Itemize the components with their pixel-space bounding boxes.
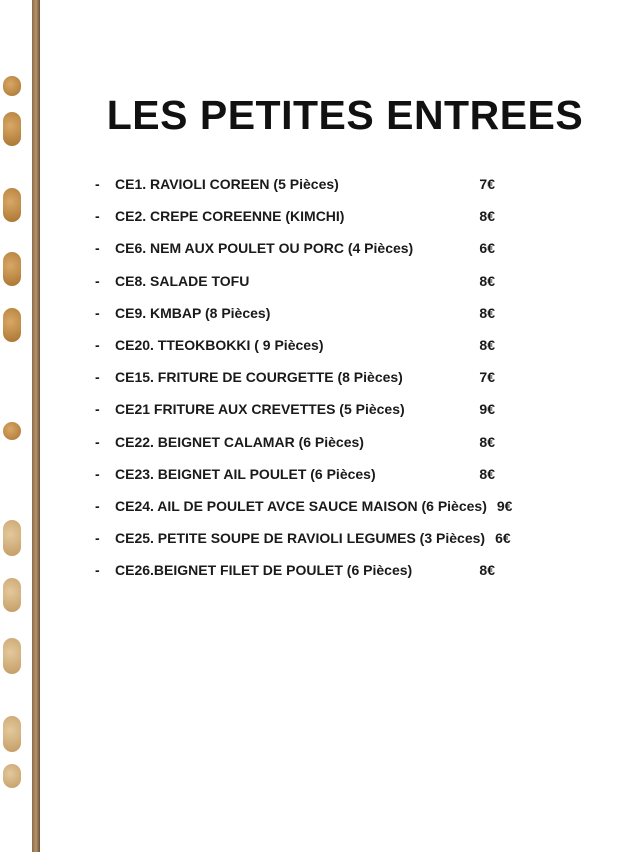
item-name: CE25. PETITE SOUPE DE RAVIOLI LEGUMES (3 Pièces)	[115, 530, 486, 547]
punch-hole	[3, 578, 21, 612]
item-name: CE24. AIL DE POULET AVCE SAUCE MAISON (6 Pièces)	[115, 498, 487, 514]
item-price: 9€	[479, 401, 495, 418]
menu-item	[95, 530, 511, 552]
bullet-dash: -	[95, 337, 100, 353]
menu-item	[95, 208, 495, 230]
item-price: 8€	[479, 465, 495, 482]
menu-item	[95, 240, 495, 262]
menu-item	[95, 305, 495, 327]
bullet-dash: -	[95, 240, 100, 257]
menu-item	[95, 273, 495, 295]
item-price: 8€	[479, 337, 495, 353]
item-price: 6€	[479, 240, 495, 257]
item-name: CE21 FRITURE AUX CREVETTES (5 Pièces)	[115, 401, 405, 418]
item-price: 8€	[479, 562, 495, 579]
punch-hole	[3, 308, 21, 342]
punch-hole	[3, 422, 21, 440]
menu-item	[95, 498, 512, 520]
item-price: 8€	[479, 208, 495, 225]
item-name: CE23. BEIGNET AIL POULET (6 Pièces)	[115, 465, 376, 482]
menu-item	[95, 401, 495, 423]
menu-item	[95, 434, 495, 456]
bullet-dash: -	[95, 562, 100, 579]
item-name: CE1. RAVIOLI COREEN (5 Pièces)	[115, 176, 339, 192]
item-price: 8€	[479, 272, 495, 289]
menu-item	[95, 466, 495, 488]
bullet-dash: -	[95, 272, 100, 289]
bullet-dash: -	[95, 369, 100, 386]
item-name: CE22. BEIGNET CALAMAR (6 Pièces)	[115, 433, 364, 450]
punch-hole	[3, 764, 21, 788]
punch-hole	[3, 638, 21, 674]
bullet-dash: -	[95, 433, 100, 450]
menu-item	[95, 337, 495, 359]
menu-title: LES PETITES ENTREES	[106, 92, 584, 138]
item-price: 6€	[495, 530, 511, 547]
menu-item	[95, 562, 495, 584]
bullet-dash: -	[95, 465, 100, 482]
item-name: CE20. TTEOKBOKKI ( 9 Pièces)	[115, 337, 324, 353]
punch-hole	[3, 188, 21, 222]
item-price: 8€	[479, 433, 495, 450]
item-name: CE2. CREPE COREENNE (KIMCHI)	[115, 208, 345, 225]
bullet-dash: -	[95, 498, 100, 514]
punch-hole	[3, 716, 21, 752]
bullet-dash: -	[95, 304, 100, 321]
punch-hole	[3, 520, 21, 556]
bullet-dash: -	[95, 530, 100, 547]
item-price: 9€	[496, 498, 513, 514]
item-name: CE9. KMBAP (8 Pièces)	[115, 304, 271, 321]
item-price: 7€	[479, 176, 495, 192]
item-price: 8€	[479, 304, 495, 321]
item-name: CE15. FRITURE DE COURGETTE (8 Pièces)	[115, 369, 403, 386]
bullet-dash: -	[95, 401, 100, 418]
item-price: 7€	[479, 369, 495, 386]
item-name: CE26.BEIGNET FILET DE POULET (6 Pièces)	[115, 562, 413, 579]
menu-item	[95, 369, 495, 391]
bullet-dash: -	[95, 208, 100, 225]
punch-hole	[3, 252, 21, 286]
item-name: CE6. NEM AUX POULET OU PORC (4 Pièces)	[115, 240, 414, 257]
menu-item	[95, 176, 495, 198]
bullet-dash: -	[95, 176, 100, 192]
item-name: CE8. SALADE TOFU	[115, 272, 250, 289]
